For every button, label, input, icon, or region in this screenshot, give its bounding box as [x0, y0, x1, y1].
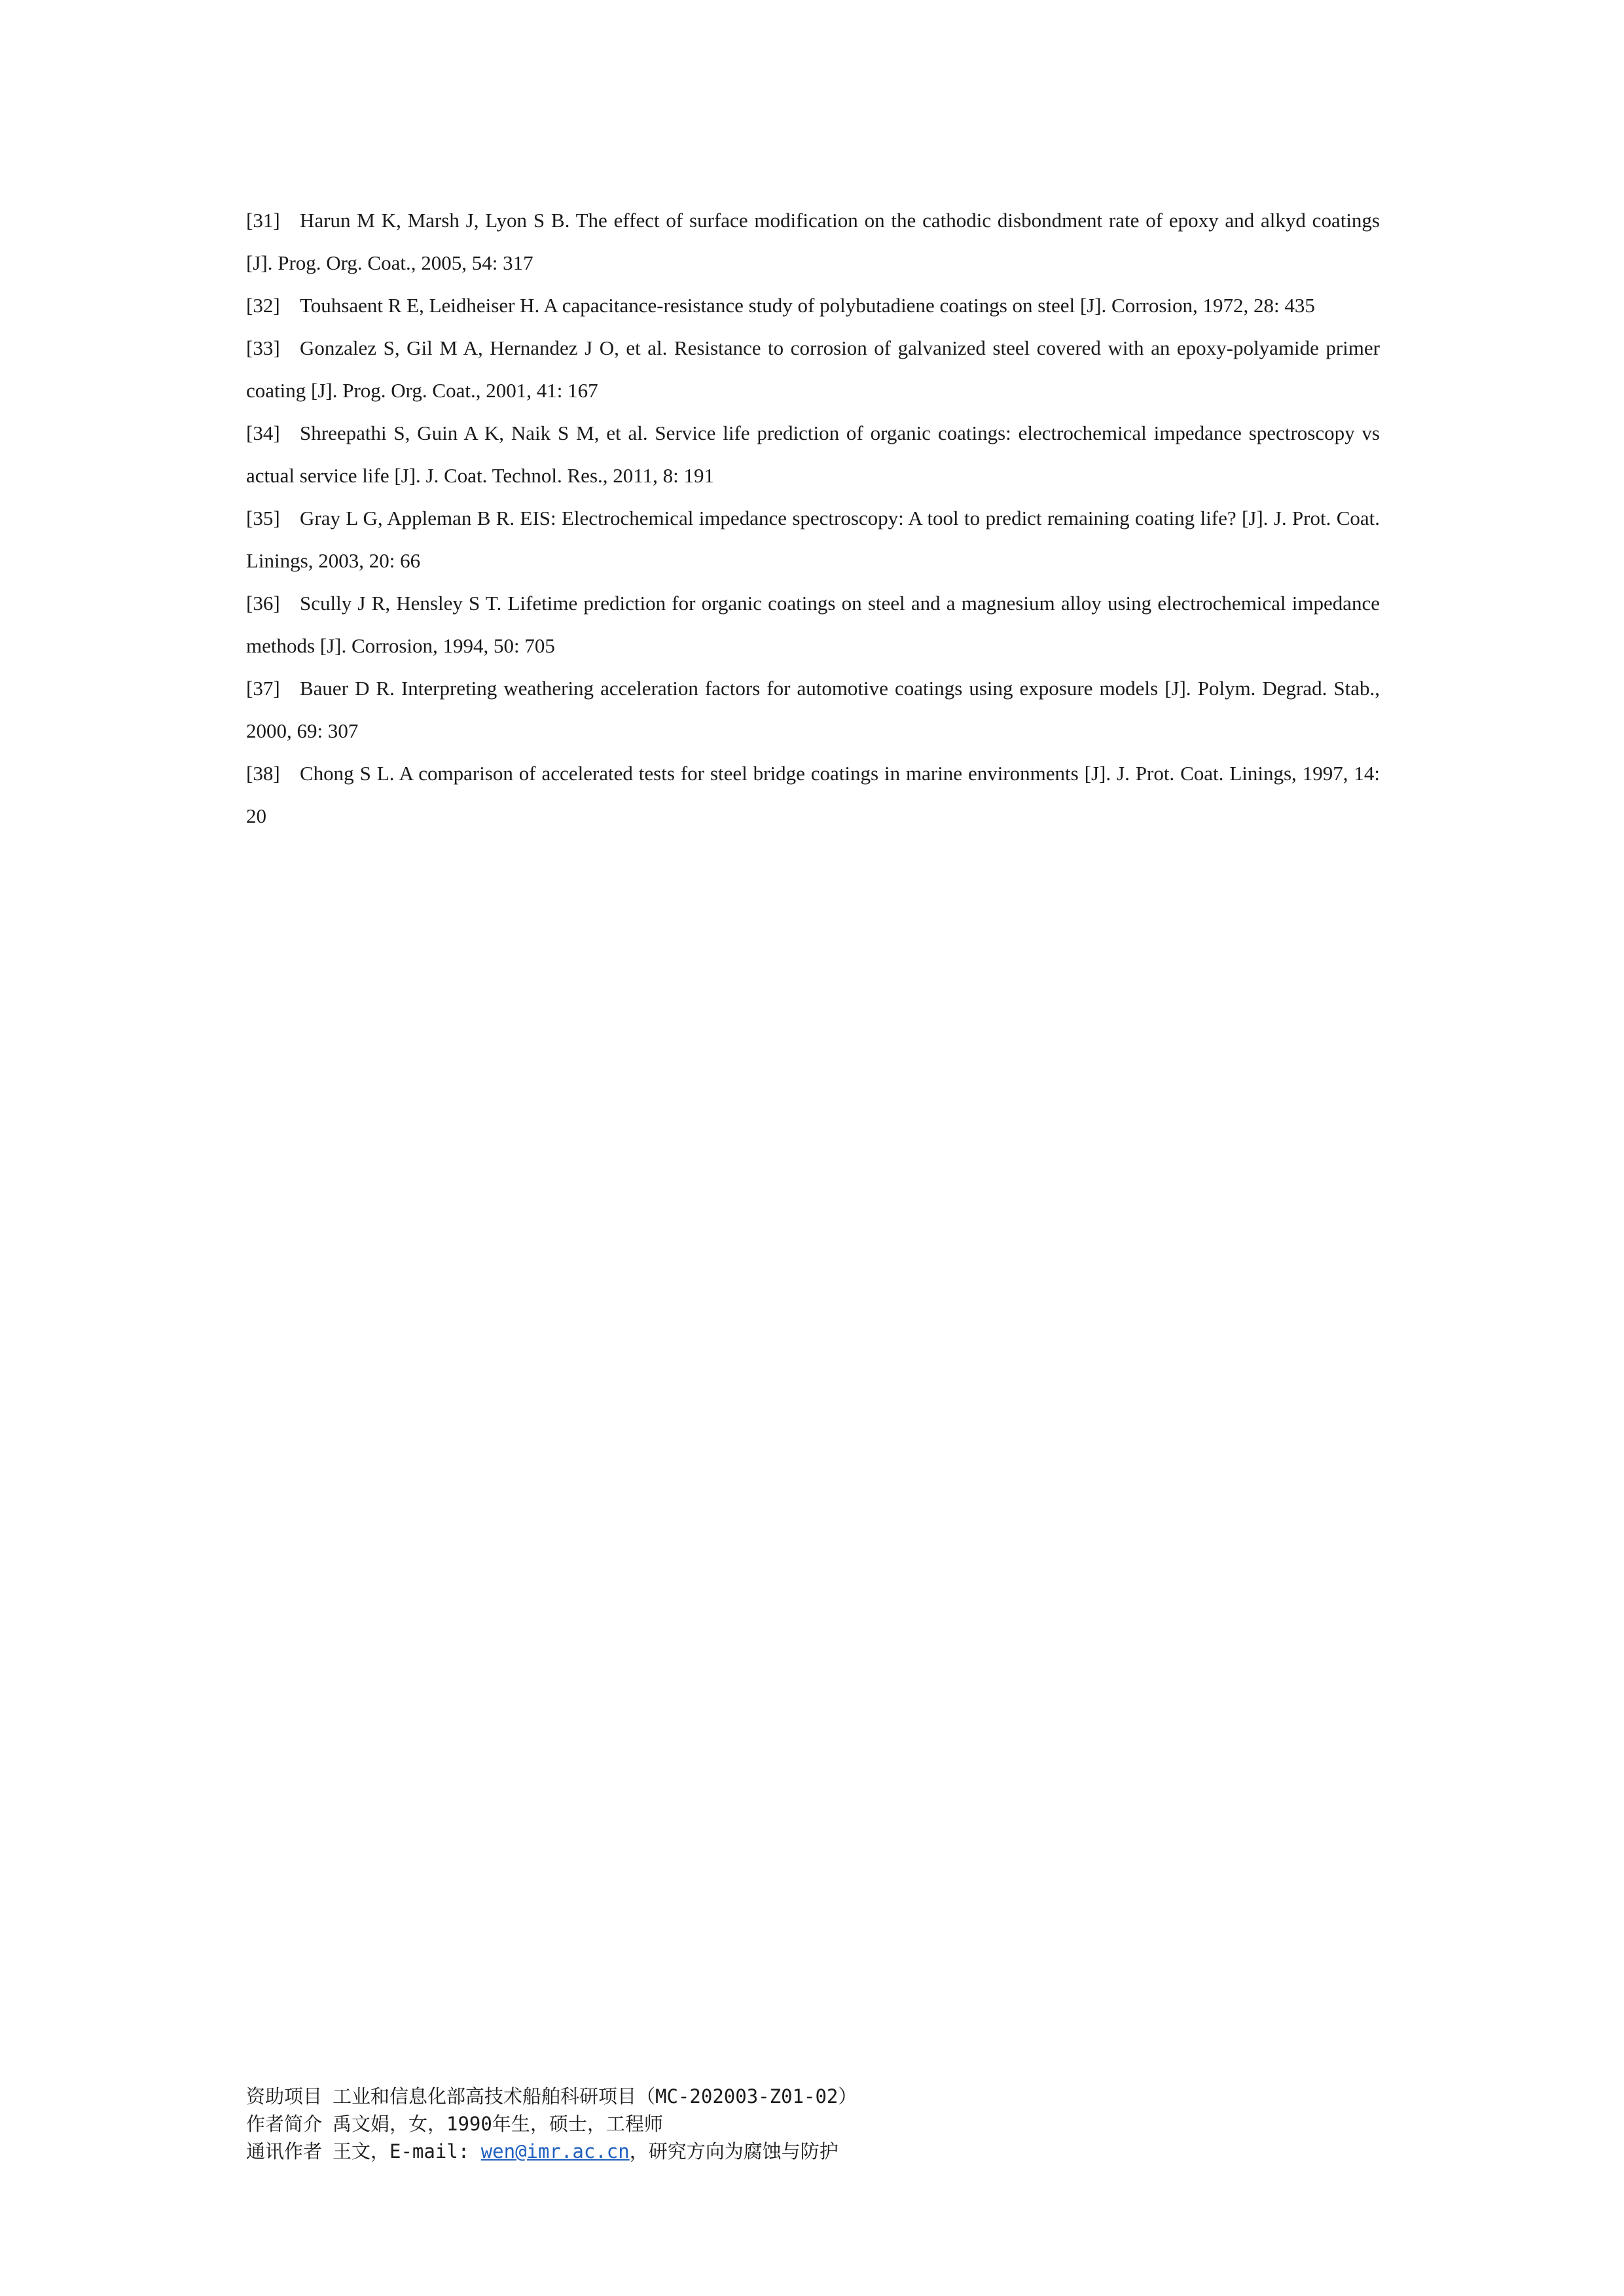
- reference-number: [35]: [246, 507, 280, 529]
- reference-text: Shreepathi S, Guin A K, Naik S M, et al. Service life prediction of organic coatings: electrochemical impedance spectroscopy vs actual service life [J]. J. Coat. Technol. Res., 2011, 8: 191: [246, 422, 1380, 487]
- reference-item: [246, 582, 1380, 667]
- reference-item: [246, 284, 1380, 327]
- reference-text: Gray L G, Appleman B R. EIS: Electrochemical impedance spectroscopy: A tool to predict remaining coating life? [J]. J. Prot. Coat. Linings, 2003, 20: 66: [246, 507, 1380, 572]
- reference-text: Chong S L. A comparison of accelerated tests for steel bridge coatings in marine environments [J]. J. Prot. Coat. Linings, 1997, 14: 20: [246, 762, 1380, 827]
- email-link[interactable]: wen@imr.ac.cn: [480, 2140, 630, 2162]
- reference-text: Harun M K, Marsh J, Lyon S B. The effect of surface modification on the cathodic disbondment rate of epoxy and alkyd coatings [J]. Prog. Org. Coat., 2005, 54: 317: [246, 209, 1380, 274]
- corresponding-prefix: 王文，E-mail:: [333, 2140, 481, 2162]
- reference-item: [246, 752, 1380, 837]
- author-footnote: [246, 2110, 1424, 2138]
- author-text: 禹文娟，女，1990年生，硕士，工程师: [333, 2113, 663, 2135]
- reference-list: [246, 199, 1380, 837]
- reference-item: [246, 667, 1380, 752]
- reference-item: [246, 327, 1380, 412]
- footnotes: [246, 2083, 1424, 2165]
- reference-text: Gonzalez S, Gil M A, Hernandez J O, et al. Resistance to corrosion of galvanized steel covered with an epoxy-polyamide primer coating [J]. Prog. Org. Coat., 2001, 41: 167: [246, 336, 1380, 402]
- reference-number: [36]: [246, 592, 280, 615]
- funding-footnote: [246, 2083, 1424, 2110]
- reference-number: [33]: [246, 336, 280, 359]
- reference-number: [37]: [246, 677, 280, 700]
- reference-item: [246, 412, 1380, 497]
- reference-number: [38]: [246, 762, 280, 785]
- reference-item: [246, 199, 1380, 284]
- author-label: 作者简介: [246, 2113, 323, 2135]
- reference-text: Touhsaent R E, Leidheiser H. A capacitance-resistance study of polybutadiene coatings on steel [J]. Corrosion, 1972, 28: 435: [300, 294, 1315, 317]
- reference-number: [31]: [246, 209, 280, 232]
- reference-text: Scully J R, Hensley S T. Lifetime prediction for organic coatings on steel and a magnesium alloy using electrochemical impedance methods [J]. Corrosion, 1994, 50: 705: [246, 592, 1380, 657]
- funding-text: 工业和信息化部高技术船舶科研项目（MC-202003-Z01-02）: [333, 2085, 857, 2108]
- reference-item: [246, 497, 1380, 582]
- corresponding-suffix: ，研究方向为腐蚀与防护: [629, 2140, 839, 2162]
- corresponding-author-footnote: [246, 2138, 1424, 2165]
- corresponding-label: 通讯作者: [246, 2140, 323, 2162]
- reference-text: Bauer D R. Interpreting weathering acceleration factors for automotive coatings using exposure models [J]. Polym. Degrad. Stab., 2000, 69: 307: [246, 677, 1380, 742]
- reference-number: [32]: [246, 294, 280, 317]
- funding-label: 资助项目: [246, 2085, 323, 2108]
- reference-number: [34]: [246, 422, 280, 444]
